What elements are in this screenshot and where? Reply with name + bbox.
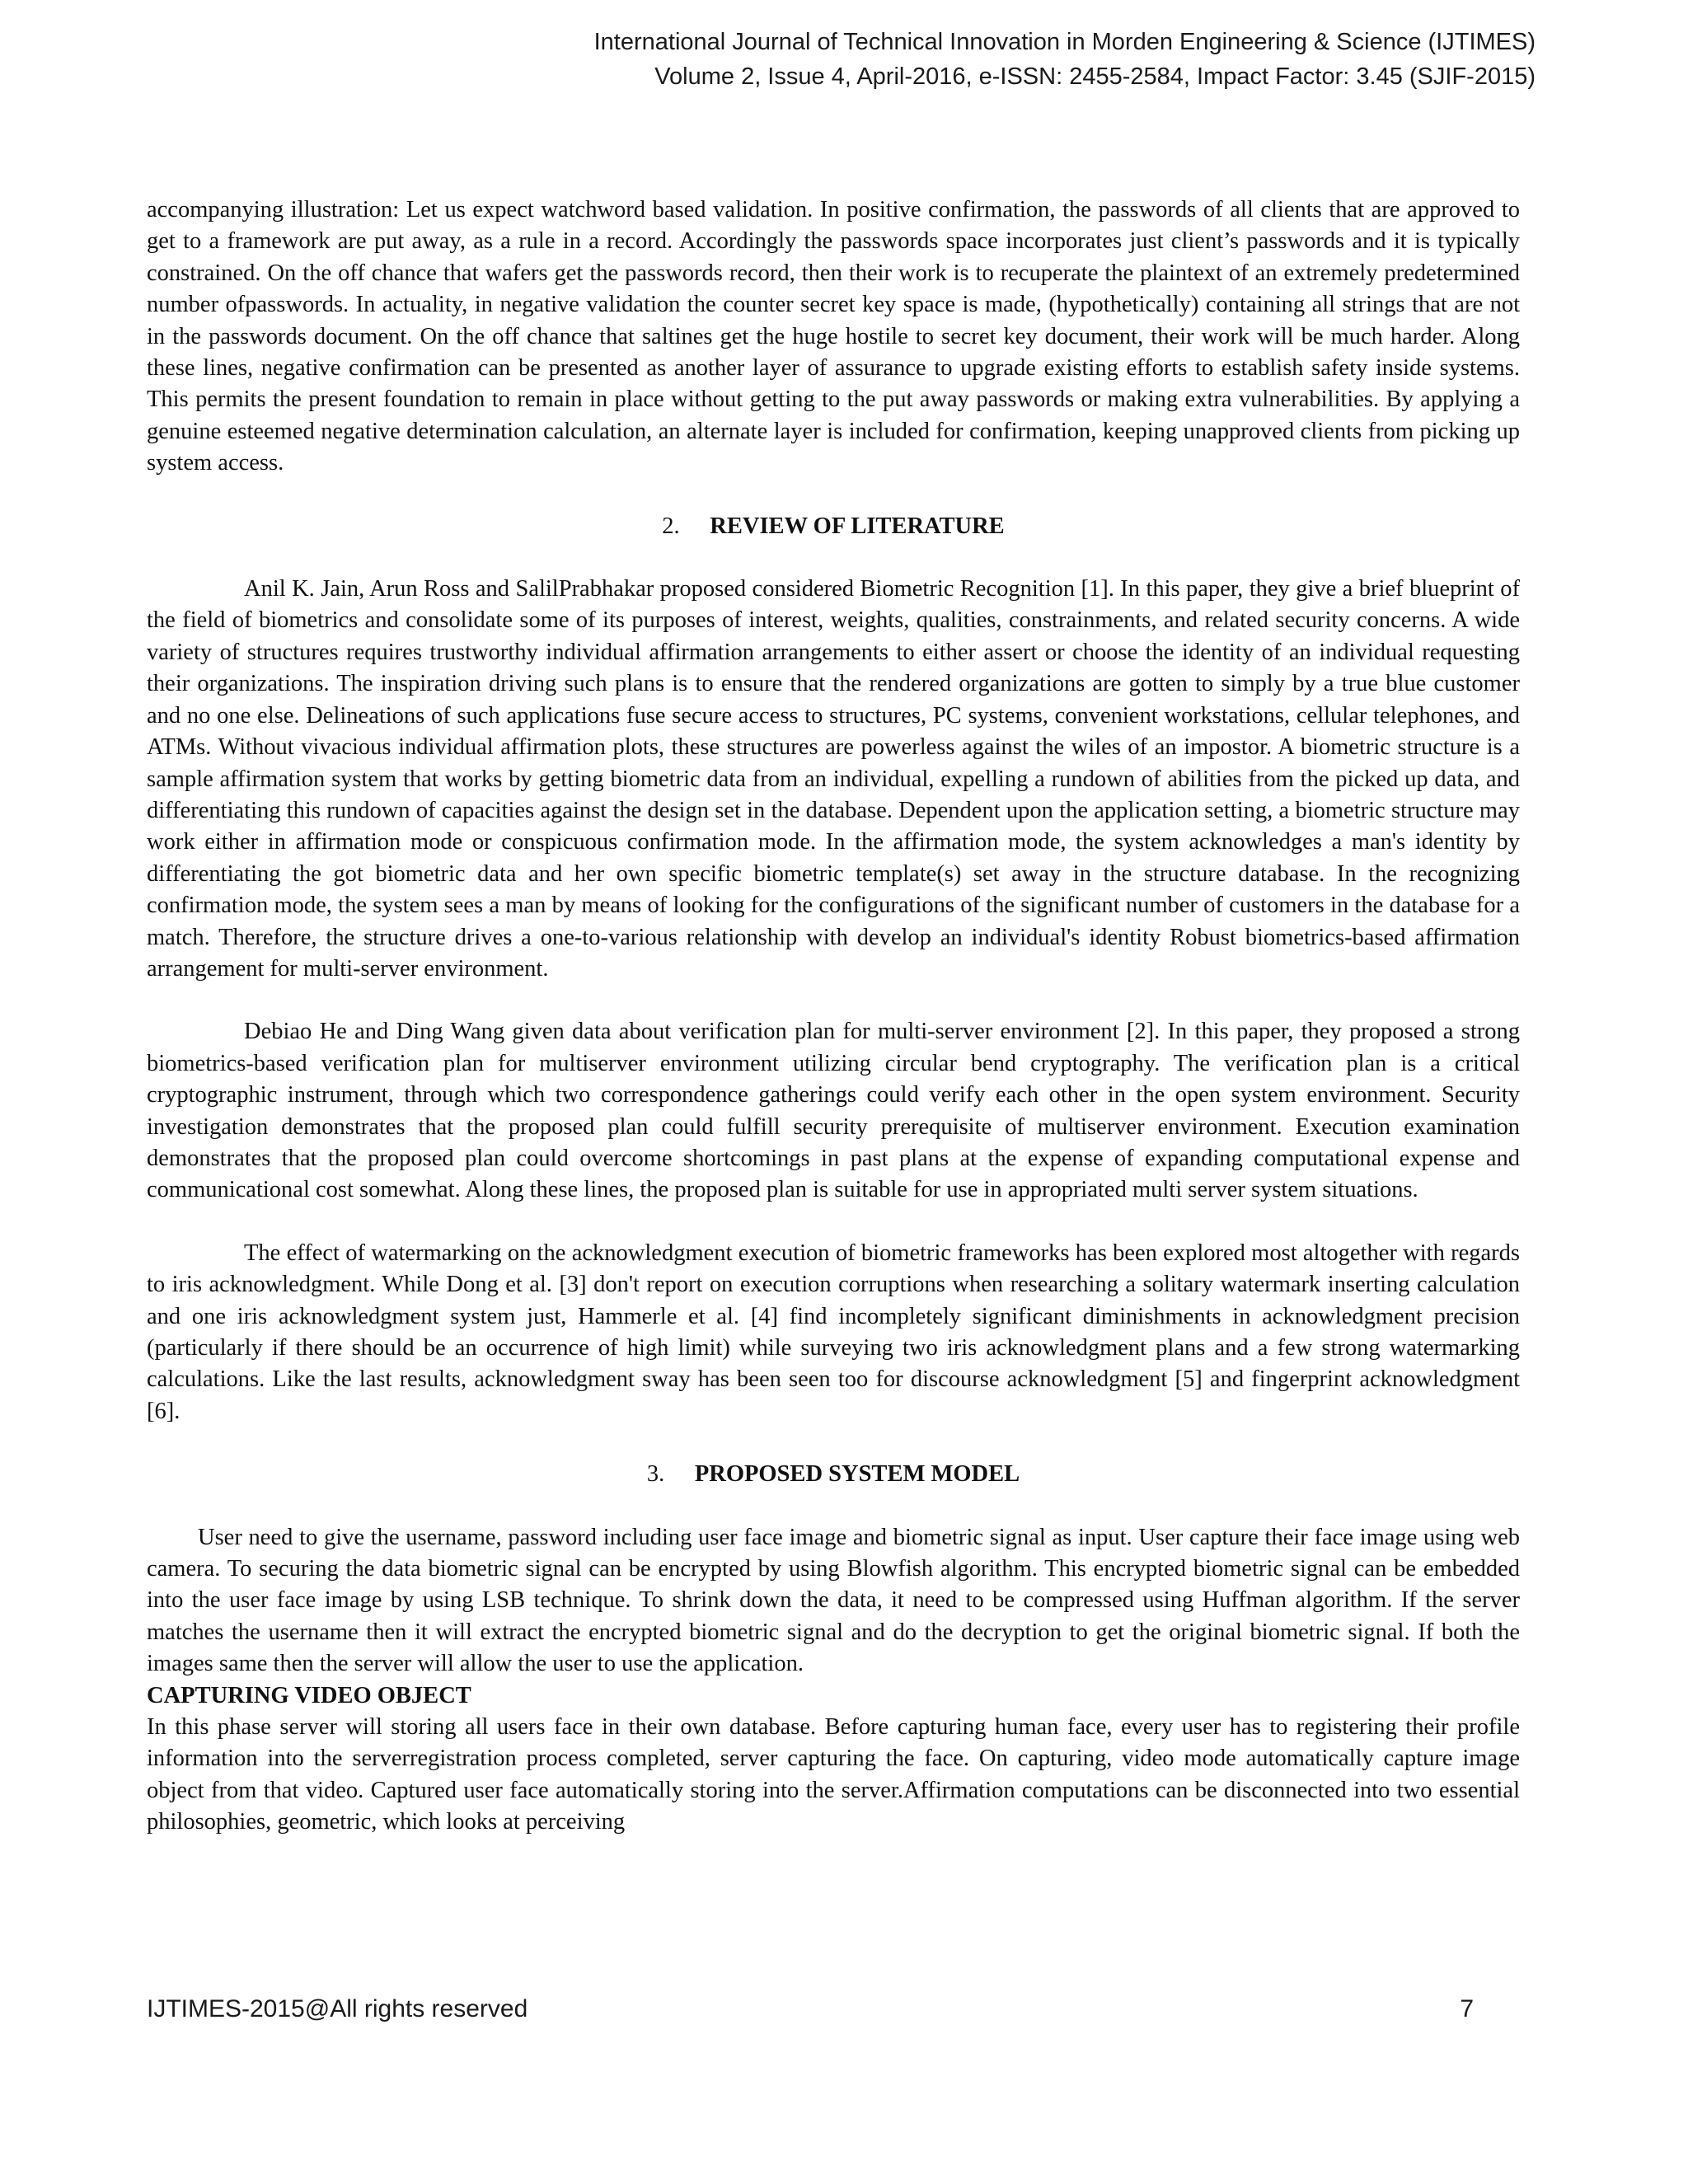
intro-paragraph: accompanying illustration: Let us expect watchword based validation. In positive confirmation, the passwords of all clients that are approved to get to a framework are put away, as a rule in a record. Accordingly the passwords space incorporates just client’s passwords and it is typically constrained. On the off chance that wafers get the passwords record, then their work is to recuperate the plaintext of an extremely predetermined number ofpasswords. In actuality, in negative validation the counter secret key space is made, (hypothetically) containing all strings that are not in the passwords document. On the off chance that saltines get the huge hostile to secret key document, their work will be much harder. Along these lines, negative confirmation can be presented as another layer of assurance to upgrade existing efforts to establish safety inside systems. This permits the present foundation to remain in place without getting to the put away passwords or making extra vulnerabilities. By applying a genuine esteemed negative determination calculation, an alternate layer is included for confirmation, keeping unapproved clients from picking up system access. bbox=[147, 197, 1520, 476]
literature-paragraph: Anil K. Jain, Arun Ross and SalilPrabhakar proposed considered Biometric Recognition [1]. In this paper, they give a brief blueprint of the field of biometrics and consolidate some of its purposes of interest, weights, qualities, constrainments, and related security concerns. A wide variety of structures requires trustworthy individual affirmation arrangements to either assert or choose the identity of an individual requesting their organizations. The inspiration driving such plans is to ensure that the rendered organizations are gotten to simply by a true blue customer and no one else. Delineations of such applications fuse secure access to structures, PC systems, convenient workstations, cellular telephones, and ATMs. Without vivacious individual affirmation plots, these structures are powerless against the wiles of an impostor. A biometric structure is a sample affirmation system that works by getting biometric data from an individual, expelling a rundown of abilities from the picked up data, and differentiating this rundown of capacities against the design set in the database. Dependent upon the application setting, a biometric structure may work either in affirmation mode or conspicuous confirmation mode. In the affirmation mode, the system acknowledges a man's identity by differentiating the got biometric data and her own specific biometric template(s) set away in the structure database. In the recognizing confirmation mode, the system sees a man by means of looking for the configurations of the significant number of customers in the database for a match. Therefore, the structure drives a one-to-various relationship with develop an individual's identity Robust biometrics-based affirmation arrangement for multi-server environment. bbox=[147, 576, 1520, 982]
subheading-capturing-video-object: CAPTURING VIDEO OBJECT bbox=[147, 1682, 471, 1708]
section-number: 2. bbox=[662, 513, 680, 539]
footer-copyright: IJTIMES-2015@All rights reserved bbox=[147, 1995, 528, 2022]
journal-header bbox=[382, 25, 1536, 94]
capturing-paragraph: In this phase server will storing all users face in their own database. Before capturing human face, every user has to registering their profile information into the serverregistration process completed, server capturing the face. On capturing, video mode automatically capture image object from that video. Captured user face automatically storing into the server.Affirmation computations can be disconnected into two essential philosophies, geometric, which looks at perceiving bbox=[147, 1714, 1520, 1835]
page-body bbox=[147, 194, 1520, 1839]
section-title: PROPOSED SYSTEM MODEL bbox=[694, 1461, 1020, 1488]
page-number: 7 bbox=[1460, 1995, 1474, 2022]
literature-paragraph: The effect of watermarking on the acknowledgment execution of biometric frameworks has been explored most altogether with regards to iris acknowledgment. While Dong et al. [3] don't report on execution corruptions when researching a solitary watermark inserting calculation and one iris acknowledgment system just, Hammerle et al. [4] find incompletely significant diminishments in acknowledgment precision (particularly if there should be an occurrence of high limit) while surveying two iris acknowledgment plans and a few strong watermarking calculations. Like the last results, acknowledgment sway has been seen too for discourse acknowledgment [5] and fingerprint acknowledgment [6]. bbox=[147, 1240, 1520, 1424]
journal-title: International Journal of Technical Innovation in Morden Engineering & Science (IJTIMES) bbox=[593, 29, 1536, 55]
section-title: REVIEW OF LITERATURE bbox=[710, 513, 1005, 539]
literature-paragraph: Debiao He and Ding Wang given data about verification plan for multi-server environment [2]. In this paper, they proposed a strong biometrics-based verification plan for multiserver environment utilizing circular bend cryptography. The verification plan is a critical cryptographic instrument, through which two correspondence gatherings could verify each other in the open system environment. Security investigation demonstrates that the proposed plan could fulfill security prerequisite of multiserver environment. Execution examination demonstrates that the proposed plan could overcome shortcomings in past plans at the expense of expanding computational expense and communicational cost somewhat. Along these lines, the proposed plan is suitable for use in appropriated multi server system situations. bbox=[147, 1019, 1520, 1203]
journal-volume-info: Volume 2, Issue 4, April-2016, e-ISSN: 2455-2584, Impact Factor: 3.45 (SJIF-2015) bbox=[654, 63, 1536, 90]
page-footer bbox=[147, 1993, 1474, 2026]
section-number: 3. bbox=[646, 1461, 665, 1488]
proposed-paragraph: User need to give the username, password including user face image and biometric signal as input. User capture their face image using web camera. To securing the data biometric signal can be encrypted by using Blowfish algorithm. This encrypted biometric signal can be embedded into the user face image by using LSB technique. To shrink down the data, it need to be compressed using Huffman algorithm. If the server matches the username then it will extract the encrypted biometric signal and do the decryption to get the original biometric signal. If both the images same then the server will allow the user to use the application. bbox=[147, 1524, 1520, 1677]
section-heading-review bbox=[147, 511, 1520, 542]
section-heading-proposed bbox=[147, 1459, 1520, 1490]
